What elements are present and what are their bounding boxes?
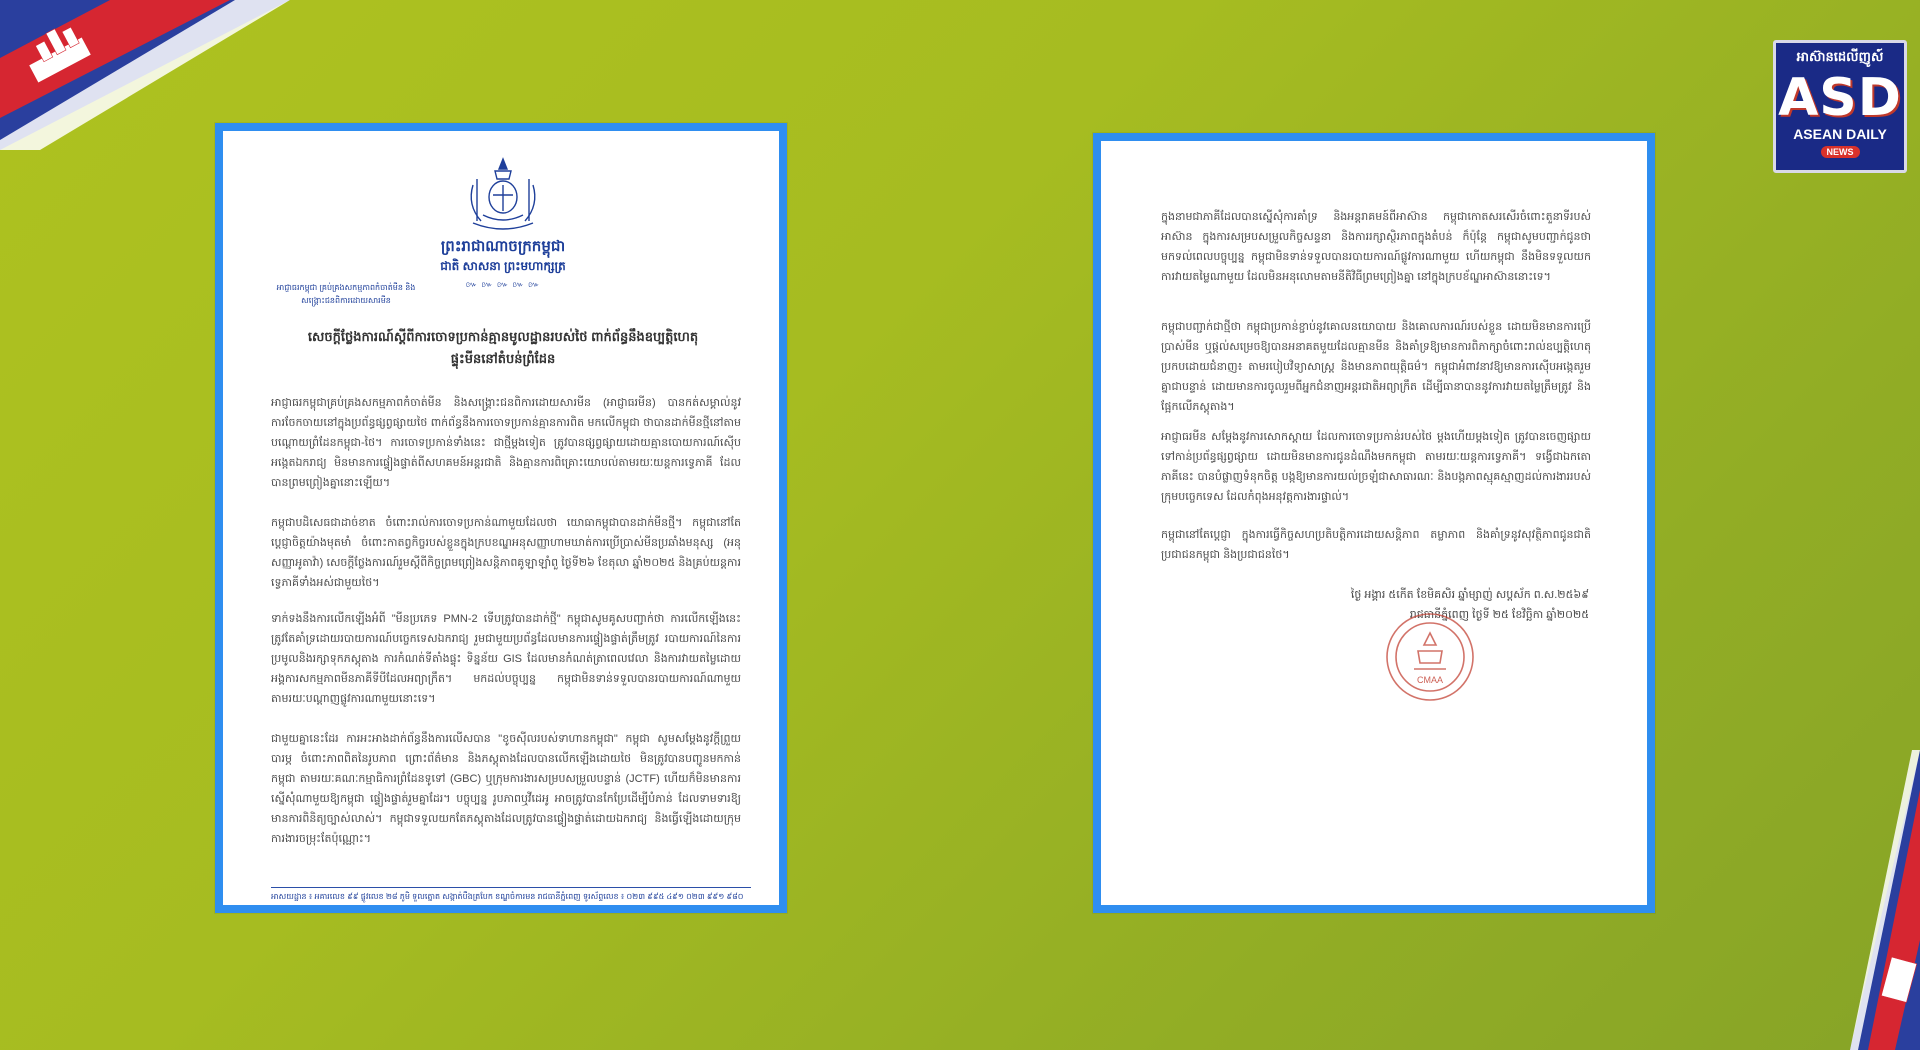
footer-divider <box>271 887 751 888</box>
date-lunar: ថ្ងៃ អង្គារ ៥កើត ខែមិគសិរ ឆ្នាំម្សាញ់ សប្តស័ក ព.ស.២៥៦៩ <box>1350 589 1589 601</box>
paragraph-3: ទាក់ទងនឹងការលើកឡើងអំពី "មីនប្រភេទ PMN-2 ទើបត្រូវបានដាក់ថ្មី" កម្ពុជាសូមគូសបញ្ជាក់ថា ការលើកឡើងនេះ ត្រូវតែគាំទ្រដោយរបាយការណ៍បច្ចេកទេសឯករាជ្យ រួមជាមួយប្រព័ន្ធដែលមានការផ្ទៀងផ្ទាត់ត្រឹមត្រូវ របាយការណ៍នៃការប្រមូលនិងរក្សាទុកភស្តុតាង ការកំណត់ទីតាំងផ្ទុះ ទិន្នន័យ GIS ដែលមានកំណត់ត្រាពេលវេលា និងការវាយតម្លៃដោយអង្គការសកម្មភាពមីនភាគីទីបីដែលអព្យាក្រឹត។ មកដល់បច្ចុប្បន្ន កម្ពុជាមិនទាន់ទទួលបានរបាយការណ៍ណាមួយ តាមរយៈបណ្ដាញផ្លូវការណាមួយនោះទេ។ <box>271 613 741 705</box>
statement-title: សេចក្ដីថ្លែងការណ៍ស្ដីពីការចោទប្រកាន់គ្មានមូលដ្ឋានរបស់ថៃ ពាក់ព័ន្ធនឹងឧប្បត្តិហេតុផ្ទុះមីននៅតំបន់ព្រំដែន <box>307 329 699 366</box>
paragraph-4: ជាមួយគ្នានេះដែរ ការអះអាងដាក់ព័ន្ធនឹងការលើសបាន "ខូចស៊ីលរបស់ទាហានកម្ពុជា" កម្ពុជា សូមសម្ដែងនូវក្ដីព្រួយបារម្ភ ចំពោះភាពពិតនៃរូបភាព ព្រោះព័ត៌មាន និងភស្តុតាងដែលបានលើកឡើងដោយថៃ មិនត្រូវបានបញ្ជូនមកកាន់កម្ពុជា តាមរយៈគណៈកម្មាធិការព្រំដែនទូទៅ (GBC) ឬក្រុមការងារសម្របសម្រួលបន្ទាន់ (JCTF) ហើយក៏មិនមានការស្នើសុំណាមួយឱ្យកម្ពុជា ផ្ទៀងផ្ទាត់រួមគ្នាដែរ។ បច្ចុប្បន្ន រូបភាពឬវីដេអូ អាចត្រូវបានកែប្រែដើម្បីបំភាន់ ដែលទាមទារឱ្យមានការពិនិត្យច្បាស់លាស់។ កម្ពុជាទទួលយកតែភស្តុតាងដែលត្រូវបានផ្ទៀងផ្ទាត់ដោយឯករាជ្យ និងធ្វើឡើងដោយក្រុមការងារចម្រុះតែប៉ុណ្ណោះ។ <box>271 733 741 845</box>
date-gregorian: រាជធានីភ្នំពេញ ថ្ងៃទី ២៥ ខែវិច្ឆិកា ឆ្នាំ២០២៥ <box>1409 609 1589 621</box>
paragraph-1: អាជ្ញាធរកម្ពុជាគ្រប់គ្រងសកម្មភាពកំចាត់មីន និងសង្គ្រោះជនពិការដោយសារមីន (អាជ្ញាធរមីន) បានកត់សម្គាល់នូវការចែកចាយនៅក្នុងប្រព័ន្ធផ្សព្វផ្សាយថៃ ពាក់ព័ន្ធនឹងការចោទប្រកាន់គ្មានការពិត មកលើកម្ពុជា ថាបានដាក់មីនថ្មីនៅតាមបណ្ដោយព្រំដែនកម្ពុជា-ថៃ។ ការចោទប្រកាន់ទាំងនេះ ជាថ្មីម្ដងទៀត ត្រូវបានផ្សព្វផ្សាយដោយគ្មានបោយការណ៍ស៊ើបអង្កេតឯករាជ្យ មិនមានការផ្ទៀងផ្ទាត់ពីសហគមន៍អន្តរជាតិ និងគ្មានការពិគ្រោះយោបល់តាមរយៈយន្តការទ្វេភាគី ដែលបានព្រមព្រៀងគ្នានោះឡើយ។ <box>271 397 741 489</box>
kingdom-title: ព្រះរាជាណាចក្រកម្ពុជា <box>440 238 566 255</box>
kingdom-motto: ជាតិ សាសនា ព្រះមហាក្សត្រ <box>440 259 566 273</box>
statement-page-1 <box>215 123 787 913</box>
paragraph-6: កម្ពុជាបញ្ជាក់ជាថ្មីថា កម្ពុជាប្រកាន់ខ្ជាប់នូវគោលនយោបាយ និងគោលការណ៍របស់ខ្លួន ដោយមិនមានការប្រើប្រាស់មីន ឬផ្ដល់សម្រេចឱ្យបានអនាគតមួយដែលគ្មានមីន និងគាំទ្រឱ្យមានការពិភាក្សាចំពោះរាល់ឧប្បត្តិហេតុ ប្រកបដោយជំនាញ៖ តាមរបៀបវិទ្យាសាស្ត្រ និងមានភាពយុត្តិធម៌។ កម្ពុជាអំពាវនាវឱ្យមានការស៊ើបអង្កេតរួមគ្នាជាបន្ទាន់ ដោយមានការចូលរួមពីអ្នកជំនាញអន្តរជាតិអព្យាក្រឹត ដើម្បីធានាបាននូវការវាយតម្លៃត្រឹមត្រូវ និងផ្អែកលើភស្តុតាង។ <box>1161 321 1591 413</box>
asean-daily-logo <box>1773 40 1907 173</box>
agency-header: អាជ្ញាធរកម្ពុជា គ្រប់គ្រងសកម្មភាពកំចាត់មីន និង សង្គ្រោះជនពិការដោយសារមីន <box>276 283 416 305</box>
paragraph-2: កម្ពុជាបដិសេធជាដាច់ខាត ចំពោះរាល់ការចោទប្រកាន់ណាមួយដែលថា យោធាកម្ពុជាបានដាក់មីនថ្មី។ កម្ពុជានៅតែប្ដេជ្ញាចិត្តយ៉ាងមុតមាំ ចំពោះកាតព្វកិច្ចរបស់ខ្លួនក្នុងក្របខណ្ឌអនុសញ្ញាហាមឃាត់ការប្រើប្រាស់មីនប្រឆាំងមនុស្ស (អនុសញ្ញាអូតាវ៉ា) សេចក្ដីថ្លែងការណ៍រួមស្ដីពីកិច្ចព្រមព្រៀងសន្តិភាពគូឡាឡាំពួ ថ្ងៃទី២៦ ខែតុលា ឆ្នាំ២០២៥ និងគ្រប់យន្តការទ្វេភាគីទាំងអស់ជាមួយថៃ។ <box>271 517 741 589</box>
footer-address: អាសយដ្ឋាន ៖ អគារលេខ ៩៩ ផ្លូវលេខ ២៨ ភូមិ ទួលត្នោត សង្កាត់បឹងត្របែក ខណ្ឌចំការមន រាជធានីភ្នំពេញ ទូរស័ព្ទលេខ ៖ ០២៣ ៩៩៥ ៤៩១ ០២៣ ៩៩១ ៩៨០ <box>271 892 744 901</box>
seal-text: CMAA <box>1416 675 1444 685</box>
royal-crest-icon <box>463 155 543 233</box>
cambodia-flag-corner-bottom-right <box>1850 750 1920 1050</box>
paragraph-7: អាជ្ញាធរមីន សម្ដែងនូវការសោកស្ដាយ ដែលការចោទប្រកាន់របស់ថៃ ម្ដងហើយម្ដងទៀត ត្រូវបានចេញផ្សាយទៅកាន់ប្រព័ន្ធផ្សព្វផ្សាយ ដោយមិនមានការជូនដំណឹងមកកម្ពុជា តាមរយៈយន្តការទ្វេភាគី។ ទង្វើជាឯកតោភាគីនេះ បានបំផ្លាញទំនុកចិត្ត បង្កឱ្យមានការយល់ច្រឡំជាសាធារណៈ និងបង្កភាពស្មុគស្មាញដល់ការងាររបស់ក្រុមបច្ចេកទេស ដែលកំពុងអនុវត្តការងារផ្ទាល់។ <box>1161 431 1591 503</box>
paragraph-8: កម្ពុជានៅតែប្ដេជ្ញា ក្នុងការធ្វើកិច្ចសហប្រតិបត្តិការដោយសន្តិភាព តម្លាភាព និងគាំទ្រនូវសុវត្ថិភាពជូនជាតិប្រជាជនកម្ពុជា និងប្រជាជនថៃ។ <box>1161 529 1591 561</box>
official-seal-icon <box>1384 611 1476 703</box>
statement-page-2 <box>1093 133 1655 913</box>
logo-khmer-text: អាស៊ានដេលីញូស៍ <box>1796 49 1884 64</box>
ornament-divider: ៚ ៚ ៚ ៚ ៚ <box>465 280 541 289</box>
paragraph-5: ក្នុងនាមជាភាគីដែលបានស្នើសុំការគាំទ្រ និងអន្តរាគមន៍ពីអាស៊ាន កម្ពុជាកោតសរសើរចំពោះតួនាទីរបស់អាស៊ាន ក្នុងការសម្របសម្រួលកិច្ចសន្ទនា និងការរក្សាស្ថិរភាពក្នុងតំបន់ ក៏ប៉ុន្តែ កម្ពុជាសូមបញ្ជាក់ជូនថា មកទល់ពេលបច្ចុប្បន្ន កម្ពុជាមិនទាន់ទទួលបានរបាយការណ៍ផ្លូវការណាមួយ ហើយកម្ពុជា នឹងមិនទទួលយកការវាយតម្លៃណាមួយ ដែលមិនអនុលោមតាមនីតិវិធីព្រមព្រៀងគ្នា នៅក្នុងក្របខ័ណ្ឌអាស៊ាននោះទេ។ <box>1161 211 1591 283</box>
logo-asd-text: ASD <box>1778 68 1902 128</box>
logo-asean-daily-text: ASEAN DAILY <box>1793 126 1887 142</box>
logo-news-badge: NEWS <box>1821 146 1860 158</box>
